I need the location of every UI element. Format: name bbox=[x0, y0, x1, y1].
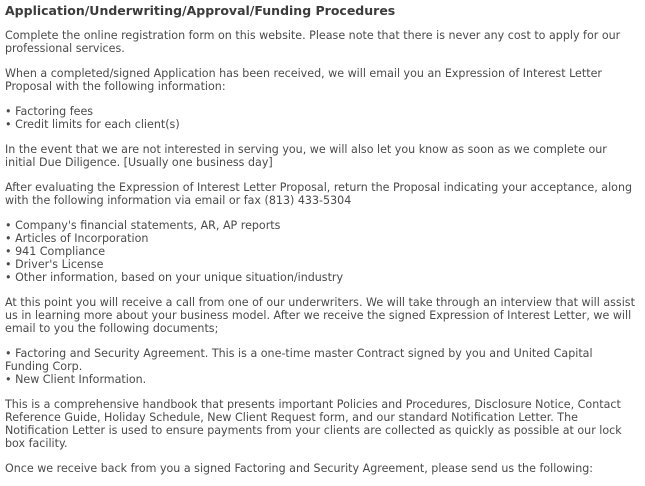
proposal-info-list bbox=[5, 105, 637, 131]
bullet-icon: • bbox=[5, 219, 16, 232]
required-documents-list bbox=[5, 219, 637, 284]
paragraph-handbook: This is a comprehensive handbook that presents important Policies and Procedures, Disclosure Notice, Contact Reference Guide, Holiday Schedule, New Client Request form, and our standard Notification Letter. The Notification Letter is used to ensure payments from your clients are collected as quickly as possible at our lock box facility. bbox=[5, 398, 622, 450]
bullet-icon: • bbox=[5, 232, 16, 245]
page-title: Application/Underwriting/Approval/Funding Procedures bbox=[5, 3, 396, 18]
list-item: • Factoring fees bbox=[5, 105, 94, 118]
list-item: • Driver's License bbox=[5, 258, 104, 271]
paragraph-underwriter-call: At this point you will receive a call from one of our underwriters. We will take through an interview that will assist us in learning more about your business model. After we receive the signed Expression of Interest Letter, we will email to you the following documents; bbox=[5, 296, 635, 335]
paragraph-application-received: When a completed/signed Application has been received, we will email you an Expression of Interest Letter Proposal with the following information: bbox=[5, 67, 602, 93]
list-item: • Articles of Incorporation bbox=[5, 232, 149, 245]
list-item: • Credit limits for each client(s) bbox=[5, 118, 180, 131]
bullet-icon: • bbox=[5, 245, 16, 258]
list-item: • Factoring and Security Agreement. This is a one-time master Contract signed by you and United Capital Funding Corp. bbox=[5, 347, 593, 373]
list-item: • New Client Information. bbox=[5, 373, 147, 386]
paragraph-signed-agreement: Once we receive back from you a signed Factoring and Security Agreement, please send us the following: bbox=[5, 462, 594, 475]
bullet-icon: • bbox=[5, 105, 16, 118]
bullet-icon: • bbox=[5, 373, 16, 386]
bullet-icon: • bbox=[5, 118, 16, 131]
list-item: • Company's financial statements, AR, AP reports bbox=[5, 219, 281, 232]
paragraph-evaluate-proposal: After evaluating the Expression of Interest Letter Proposal, return the Proposal indicating your acceptance, along with the following information via email or fax (813) 433-5304 bbox=[5, 181, 633, 207]
bullet-icon: • bbox=[5, 347, 16, 360]
list-item: • Other information, based on your unique situation/industry bbox=[5, 271, 344, 284]
bullet-icon: • bbox=[5, 258, 16, 271]
emailed-documents-list bbox=[5, 347, 637, 386]
paragraph-registration: Complete the online registration form on this website. Please note that there is never any cost to apply for our professional services. bbox=[5, 29, 621, 55]
list-item: • 941 Compliance bbox=[5, 245, 106, 258]
bullet-icon: • bbox=[5, 271, 16, 284]
paragraph-not-interested: In the event that we are not interested in serving you, we will also let you know as soon as we complete our initial Due Diligence. [Usually one business day] bbox=[5, 143, 607, 169]
